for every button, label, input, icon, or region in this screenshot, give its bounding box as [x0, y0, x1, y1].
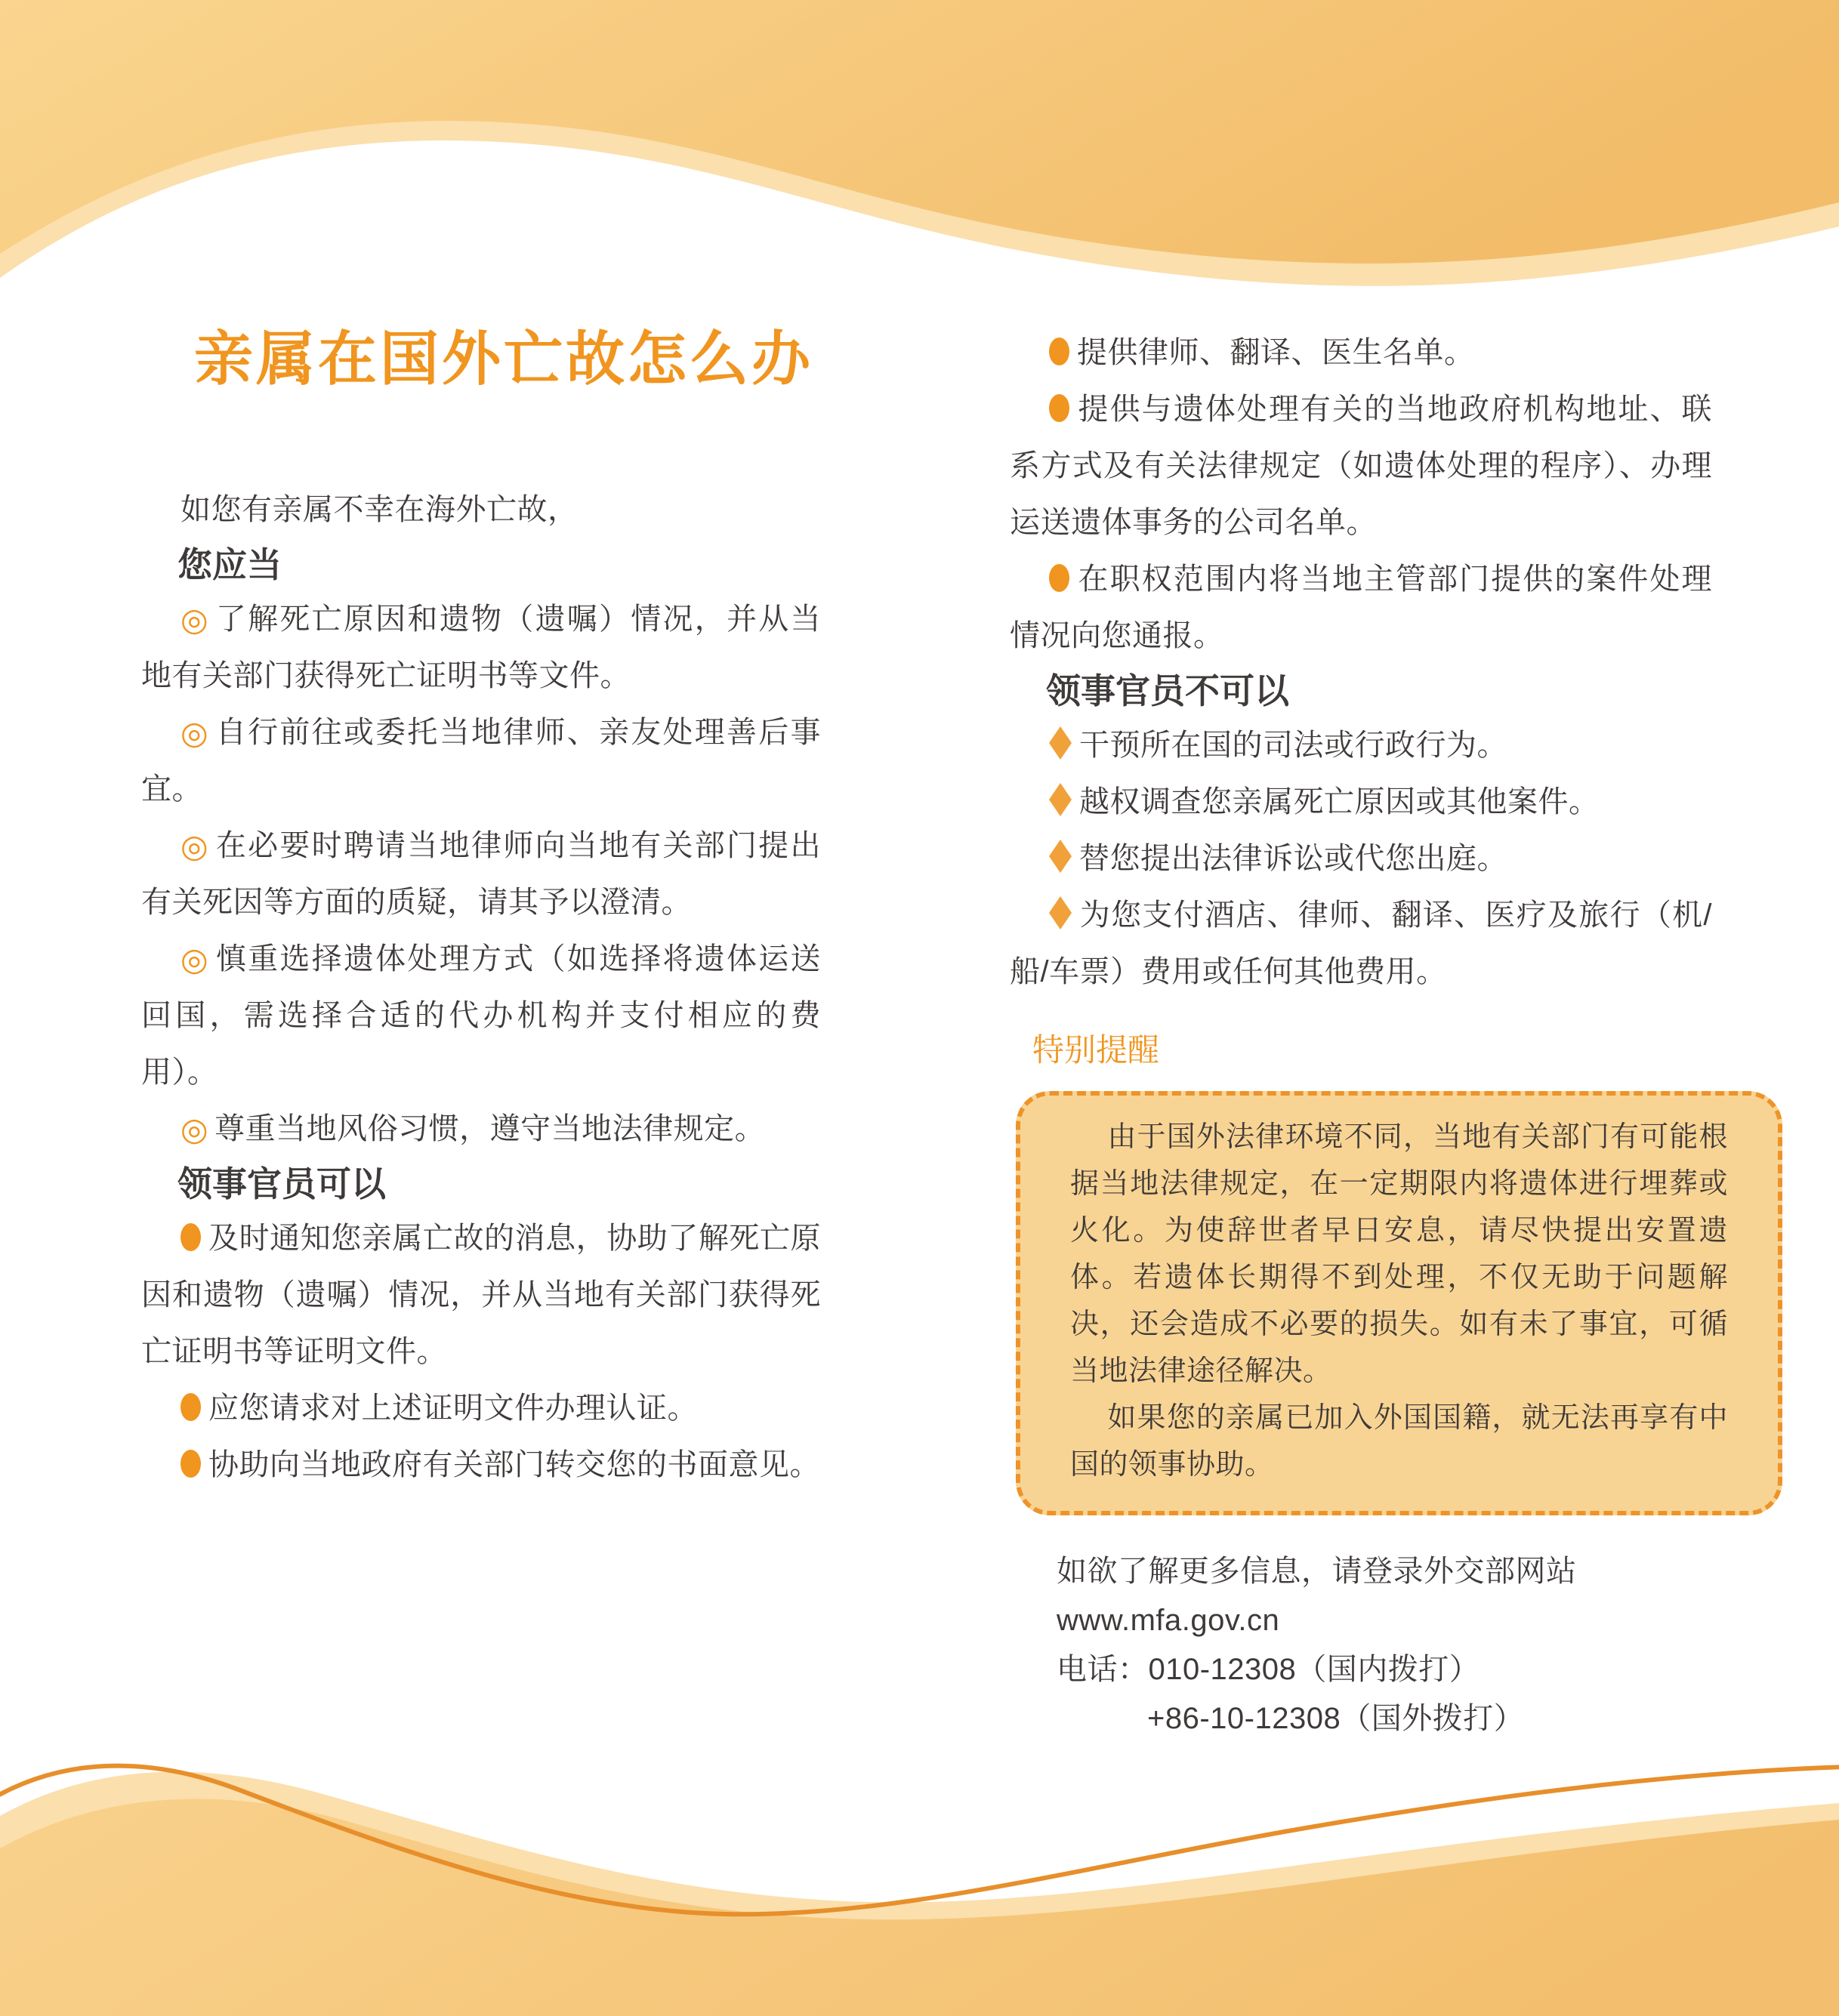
bottom-wave-main-layer — [0, 1799, 1839, 2016]
special-notice-heading: 特别提醒 — [1032, 1032, 1160, 1068]
intro-text: 如您有亲属不幸在海外亡故， — [181, 493, 579, 526]
dot-bullet-icon — [1049, 394, 1069, 422]
consul-can-item — [141, 1437, 821, 1494]
should-item-text: 在必要时聘请当地律师向当地有关部门提出有关死因等方面的质疑，请其予以澄清。 — [141, 829, 821, 919]
consul-cannot-item-text: 干预所在国的司法或行政行为。 — [1079, 729, 1507, 762]
consul-cannot-item-text: 为您支付酒店、律师、翻译、医疗及旅行（机/船/车票）费用或任何其他费用。 — [1010, 899, 1712, 988]
phone-domestic: 电话：010-12308（国内拨打） — [1057, 1653, 1480, 1686]
consul-can-item — [1010, 325, 1712, 381]
should-item-text: 慎重选择遗体处理方式（如选择将遗体运送回国，需选择合适的代办机构并支付相应的费用）。 — [141, 942, 821, 1089]
ring-bullet-icon: ◎ — [181, 828, 210, 864]
top-wave-decoration — [0, 0, 1839, 287]
consul-cannot-item-text: 越权调查您亲属死亡原因或其他案件。 — [1079, 785, 1600, 818]
should-item — [141, 931, 821, 1101]
section-heading-consul-cannot: 领事官员不可以 — [1046, 671, 1289, 711]
mfa-website-url: www.mfa.gov.cn — [1057, 1604, 1280, 1637]
dot-bullet-icon — [181, 1393, 201, 1421]
contact-info — [1010, 1547, 1712, 1743]
consul-cannot-item — [1010, 774, 1712, 831]
section-heading-you-should: 您应当 — [177, 545, 282, 584]
dot-bullet-icon — [181, 1450, 201, 1478]
diamond-bullet-icon — [1049, 840, 1072, 873]
section-heading-consul-can: 领事官员可以 — [177, 1164, 386, 1204]
should-item — [141, 591, 821, 704]
consul-can-item-text: 协助向当地政府有关部门转交您的书面意见。 — [208, 1448, 820, 1481]
should-item — [141, 818, 821, 931]
diamond-bullet-icon — [1049, 896, 1072, 929]
bottom-wave-light-layer — [0, 1772, 1839, 2016]
should-item-text: 尊重当地风俗习惯，遵守当地法律规定。 — [214, 1112, 766, 1145]
consul-cannot-item — [1010, 887, 1712, 1000]
notice-paragraph: 由于国外法律环境不同，当地有关部门有可能根据当地法律规定，在一定期限内将遗体进行埋葬或火化。为使辞世者早日安息，请尽快提出安置遗体。若遗体长期得不到处理，不仅无助于问题解决，还会造成不必要的损失。如有未了事宜，可循当地法律途径解决。 — [1070, 1121, 1728, 1387]
page-title: 亲属在国外亡故怎么办 — [194, 325, 814, 393]
consul-can-item — [1010, 551, 1712, 664]
bottom-wave-decoration — [0, 1714, 1839, 2016]
consul-can-item-text: 提供律师、翻译、医生名单。 — [1077, 336, 1475, 369]
diamond-bullet-icon — [1049, 783, 1072, 816]
should-item-text: 自行前往或委托当地律师、亲友处理善后事宜。 — [141, 716, 821, 806]
consul-cannot-item — [1010, 717, 1712, 774]
should-item — [141, 704, 821, 818]
consul-can-item-text: 及时通知您亲属亡故的消息，协助了解死亡原因和遗物（遗嘱）情况，并从当地有关部门获得死亡证明书等证明文件。 — [141, 1222, 821, 1368]
should-item-text: 了解死亡原因和遗物（遗嘱）情况，并从当地有关部门获得死亡证明书等文件。 — [141, 603, 821, 692]
diamond-bullet-icon — [1049, 726, 1072, 760]
bottom-wave-line — [0, 1766, 1839, 1915]
right-column — [1010, 325, 1728, 1743]
consul-cannot-item-text: 替您提出法律诉讼或代您出庭。 — [1079, 842, 1507, 875]
dot-bullet-icon — [1049, 564, 1069, 592]
special-notice-box — [1016, 1091, 1782, 1515]
consul-can-item-text: 在职权范围内将当地主管部门提供的案件处理情况向您通报。 — [1010, 563, 1712, 652]
ring-bullet-icon: ◎ — [181, 942, 210, 977]
phone-abroad: +86-10-12308（国外拨打） — [1147, 1702, 1525, 1735]
should-item — [141, 1101, 821, 1158]
consul-can-item — [1010, 381, 1712, 551]
consul-can-item-text: 应您请求对上述证明文件办理认证。 — [208, 1392, 698, 1425]
dot-bullet-icon — [181, 1223, 201, 1251]
notice-paragraph: 如果您的亲属已加入外国国籍，就无法再享有中国的领事协助。 — [1070, 1402, 1728, 1481]
consul-can-item — [141, 1210, 821, 1380]
ring-bullet-icon: ◎ — [181, 602, 210, 637]
left-column — [141, 325, 821, 1494]
ring-bullet-icon: ◎ — [181, 1111, 209, 1147]
consul-can-item-text: 提供与遗体处理有关的当地政府机构地址、联系方式及有关法律规定（如遗体处理的程序）、办理运送遗体事务的公司名单。 — [1010, 393, 1712, 539]
consul-cannot-item — [1010, 831, 1712, 887]
bottom-wave-svg — [0, 1714, 1839, 2016]
top-wave-light-layer — [0, 0, 1839, 286]
more-info-text: 如欲了解更多信息，请登录外交部网站 — [1057, 1555, 1577, 1588]
top-wave-main-layer — [0, 0, 1839, 264]
consul-can-item — [141, 1380, 821, 1437]
ring-bullet-icon: ◎ — [181, 715, 210, 751]
top-wave-svg — [0, 0, 1839, 287]
dot-bullet-icon — [1049, 338, 1069, 365]
